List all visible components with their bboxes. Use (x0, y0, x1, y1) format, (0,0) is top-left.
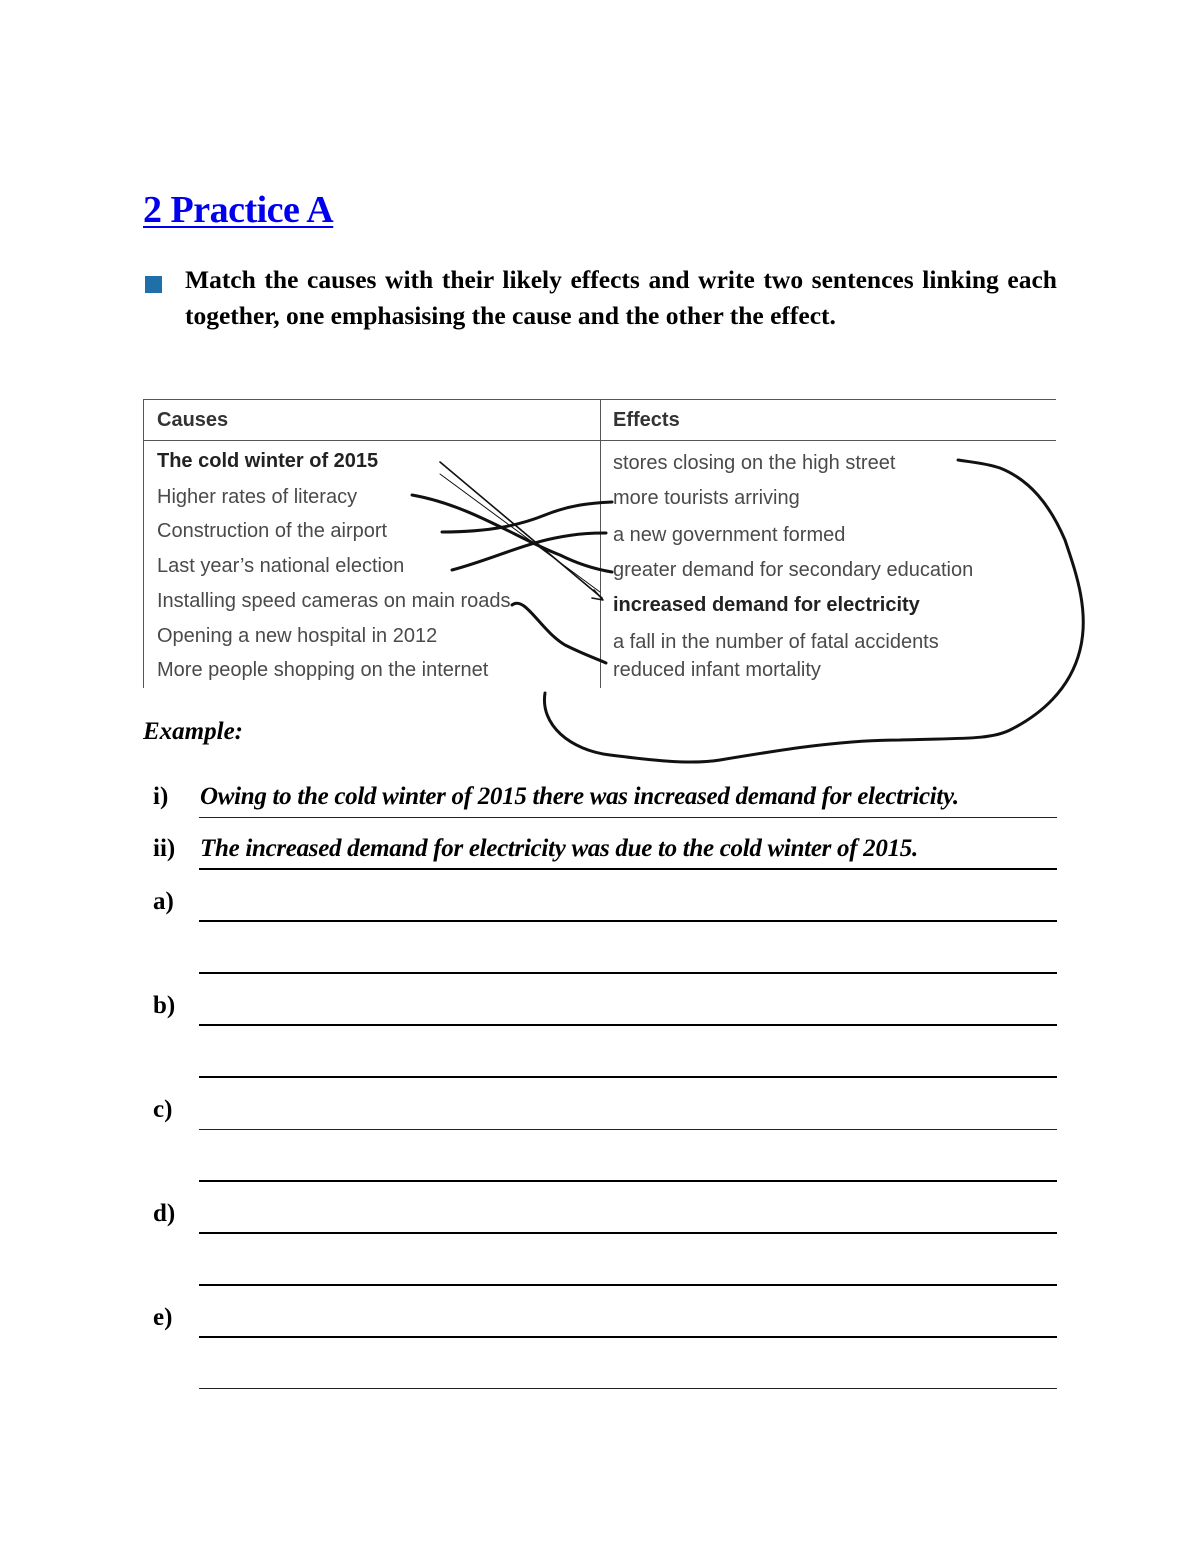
answer-label-c: c) (153, 1096, 173, 1123)
instruction-paragraph: Match the causes with their likely effects and write two sentences linking each together, one emphasising the cause and the other the effect. (185, 265, 1057, 330)
answer-line-d2[interactable] (199, 1284, 1057, 1286)
answer-label-e: e) (153, 1304, 173, 1331)
answer-line-e1[interactable] (199, 1336, 1057, 1338)
answer-line-c2[interactable] (199, 1180, 1057, 1182)
answer-line (199, 868, 1057, 870)
causes-header: Causes (157, 409, 229, 431)
effect-item: greater demand for secondary education (613, 559, 974, 581)
square-bullet-icon (145, 276, 162, 293)
effect-item: reduced infant mortality (613, 659, 821, 681)
effects-header: Effects (613, 409, 680, 431)
example-sentence-effect: The increased demand for electricity was due to the cold winter of 2015. (200, 835, 918, 862)
cause-item: Opening a new hospital in 2012 (157, 625, 438, 647)
effect-item: stores closing on the high street (613, 452, 896, 474)
answer-label-a: a) (153, 888, 174, 915)
table-column-divider (600, 399, 601, 688)
example-sentence-cause: Owing to the cold winter of 2015 there was increased demand for electricity. (200, 783, 959, 810)
cause-item: Installing speed cameras on main roads (157, 590, 511, 612)
cause-item: Last year’s national election (157, 555, 405, 577)
cause-item: Higher rates of literacy (157, 486, 358, 508)
effect-item: more tourists arriving (613, 487, 800, 509)
cause-item: More people shopping on the internet (157, 659, 489, 681)
answer-line-c1[interactable] (199, 1129, 1057, 1130)
answer-line-e2[interactable] (199, 1388, 1057, 1389)
answer-label-b: b) (153, 992, 176, 1019)
answer-line-d1[interactable] (199, 1232, 1057, 1234)
effect-item: increased demand for electricity (613, 594, 920, 616)
example-label: Example: (143, 718, 243, 745)
effect-item: a fall in the number of fatal accidents (613, 631, 939, 653)
cause-effect-table (143, 399, 1056, 688)
answer-line-a1[interactable] (199, 920, 1057, 922)
instruction-text (185, 262, 1057, 334)
answer-line (199, 817, 1057, 818)
cause-item: The cold winter of 2015 (157, 450, 379, 472)
table-left-border (143, 399, 144, 688)
cause-item: Construction of the airport (157, 520, 388, 542)
example-label-ii: ii) (153, 835, 176, 862)
effect-item: a new government formed (613, 524, 846, 546)
answer-label-d: d) (153, 1200, 176, 1227)
page-title: 2 Practice A (143, 189, 334, 231)
answer-line-b1[interactable] (199, 1024, 1057, 1026)
answer-line-b2[interactable] (199, 1076, 1057, 1078)
answer-line-a2[interactable] (199, 972, 1057, 974)
example-label-i: i) (153, 783, 169, 810)
